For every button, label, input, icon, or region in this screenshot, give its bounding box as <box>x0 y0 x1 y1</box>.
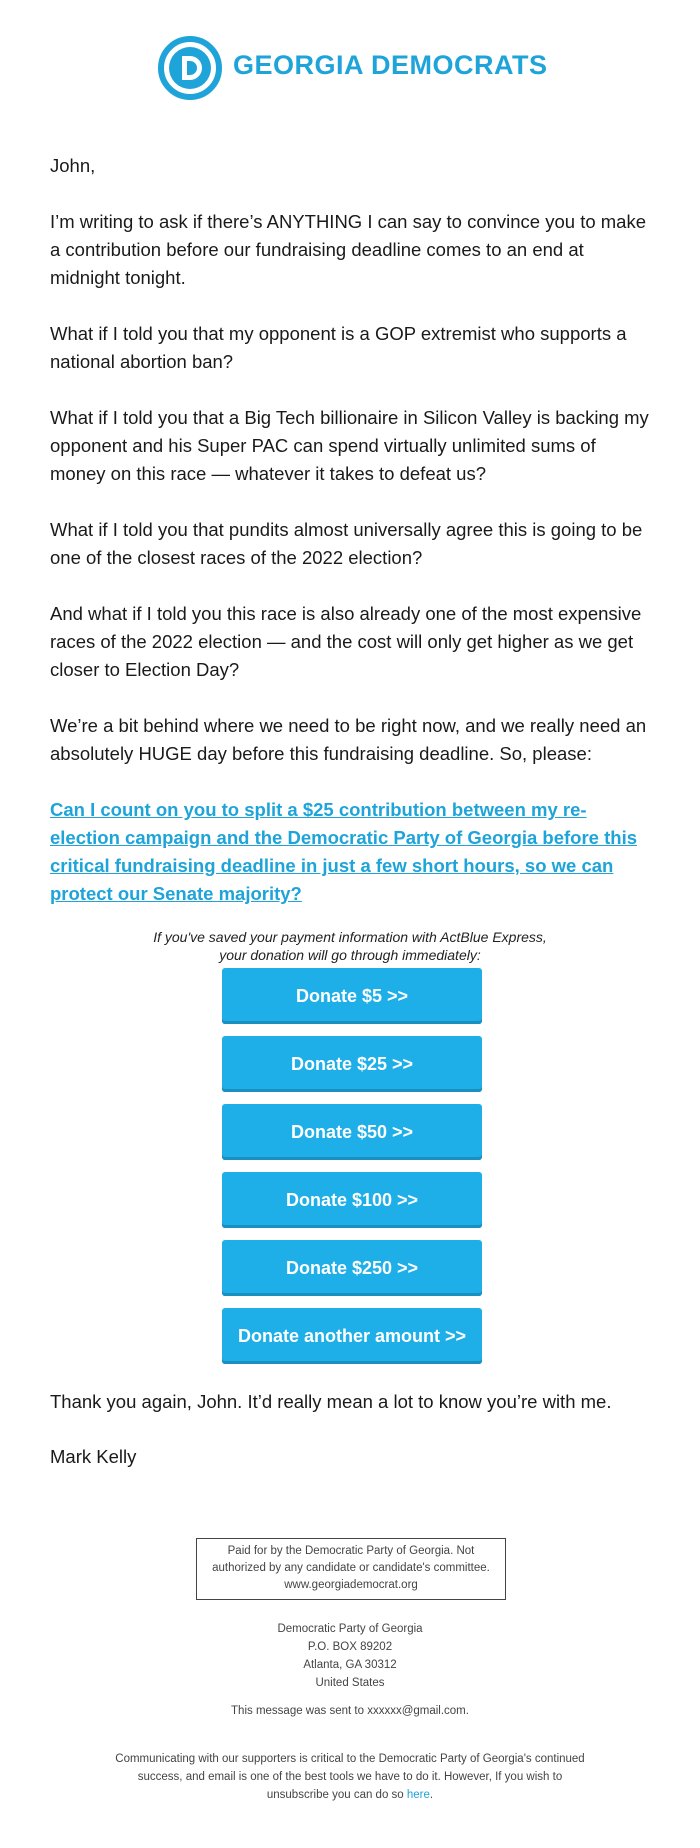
po-box: P.O. BOX 89202 <box>307 1641 393 1653</box>
email-header <box>0 32 700 104</box>
recipient-email: xxxxxx@gmail.com <box>367 1705 466 1717</box>
donate-other-amount-button[interactable]: Donate another amount >> <box>222 1308 482 1364</box>
mailing-address <box>150 1620 550 1692</box>
greeting: John, <box>50 155 96 176</box>
paragraph: What if I told you that my opponent is a GOP extremist who supports a national abortion ban? <box>50 323 627 372</box>
paragraph: And what if I told you this race is also already one of the most expensive races of the 2022 election — and the cost will only get higher as we get closer to Election Day? <box>50 603 642 680</box>
donate-5-button[interactable]: Donate $5 >> <box>222 968 482 1024</box>
unsub-line: success, and email is one of the best tools we have to do it. However, If you wish to <box>137 1771 563 1783</box>
city-line: Atlanta, GA 30312 <box>303 1659 397 1671</box>
donate-25-button[interactable]: Donate $25 >> <box>222 1036 482 1092</box>
sent-to-notice <box>100 1702 600 1720</box>
democrats-logo-icon <box>158 36 222 100</box>
note-line: If you've saved your payment information with ActBlue Express, <box>153 929 547 945</box>
unsubscribe-notice <box>100 1750 600 1804</box>
paragraph: What if I told you that pundits almost universally agree this is going to be one of the closest races of the 2022 election? <box>50 519 643 568</box>
thank-you-line: Thank you again, John. It’d really mean a lot to know you’re with me. <box>50 1391 612 1412</box>
donate-100-button[interactable]: Donate $100 >> <box>222 1172 482 1228</box>
org-name: Democratic Party of Georgia <box>277 1623 423 1635</box>
unsub-line: Communicating with our supporters is critical to the Democratic Party of Georgia's continued <box>115 1753 585 1765</box>
signature: Mark Kelly <box>50 1446 137 1467</box>
paragraph: I’m writing to ask if there’s ANYTHING I can say to convince you to make a contribution before our fundraising deadline comes to an end at midnight tonight. <box>50 211 647 288</box>
note-line: your donation will go through immediately: <box>219 947 481 963</box>
disclaimer-line: Paid for by the Democratic Party of Georgia. Not <box>227 1545 475 1557</box>
unsub-suffix: . <box>429 1789 434 1801</box>
brand-name: GEORGIA DEMOCRATS <box>233 50 548 80</box>
actblue-express-note <box>100 928 600 964</box>
donate-50-button[interactable]: Donate $50 >> <box>222 1104 482 1160</box>
unsub-prefix: unsubscribe you can do so <box>266 1789 407 1801</box>
disclaimer-line: authorized by any candidate or candidate's committee. <box>212 1562 490 1574</box>
paragraph: We’re a bit behind where we need to be right now, and we really need an absolutely HUGE day before this fundraising deadline. So, please: <box>50 715 647 764</box>
sent-suffix: . <box>465 1705 469 1717</box>
paragraph: What if I told you that a Big Tech billionaire in Silicon Valley is backing my opponent and his Super PAC can spend virtually unlimited sums of money on this race — whatever it takes to defeat us? <box>50 407 649 484</box>
unsubscribe-link[interactable]: here <box>406 1789 430 1801</box>
sent-prefix: This message was sent to <box>231 1705 368 1717</box>
unsub-line <box>100 1786 600 1804</box>
donate-250-button[interactable]: Donate $250 >> <box>222 1240 482 1296</box>
letter-body <box>50 152 650 936</box>
country: United States <box>315 1677 385 1689</box>
paid-for-disclaimer <box>196 1538 506 1600</box>
website-text: www.georgiademocrat.org <box>284 1579 418 1591</box>
contribution-cta-link[interactable]: Can I count on you to split a $25 contribution between my re-election campaign and the Democratic Party of Georgia before this critical fundraising deadline in just a few short hours, so we can protect our Senate majority? <box>50 799 638 904</box>
